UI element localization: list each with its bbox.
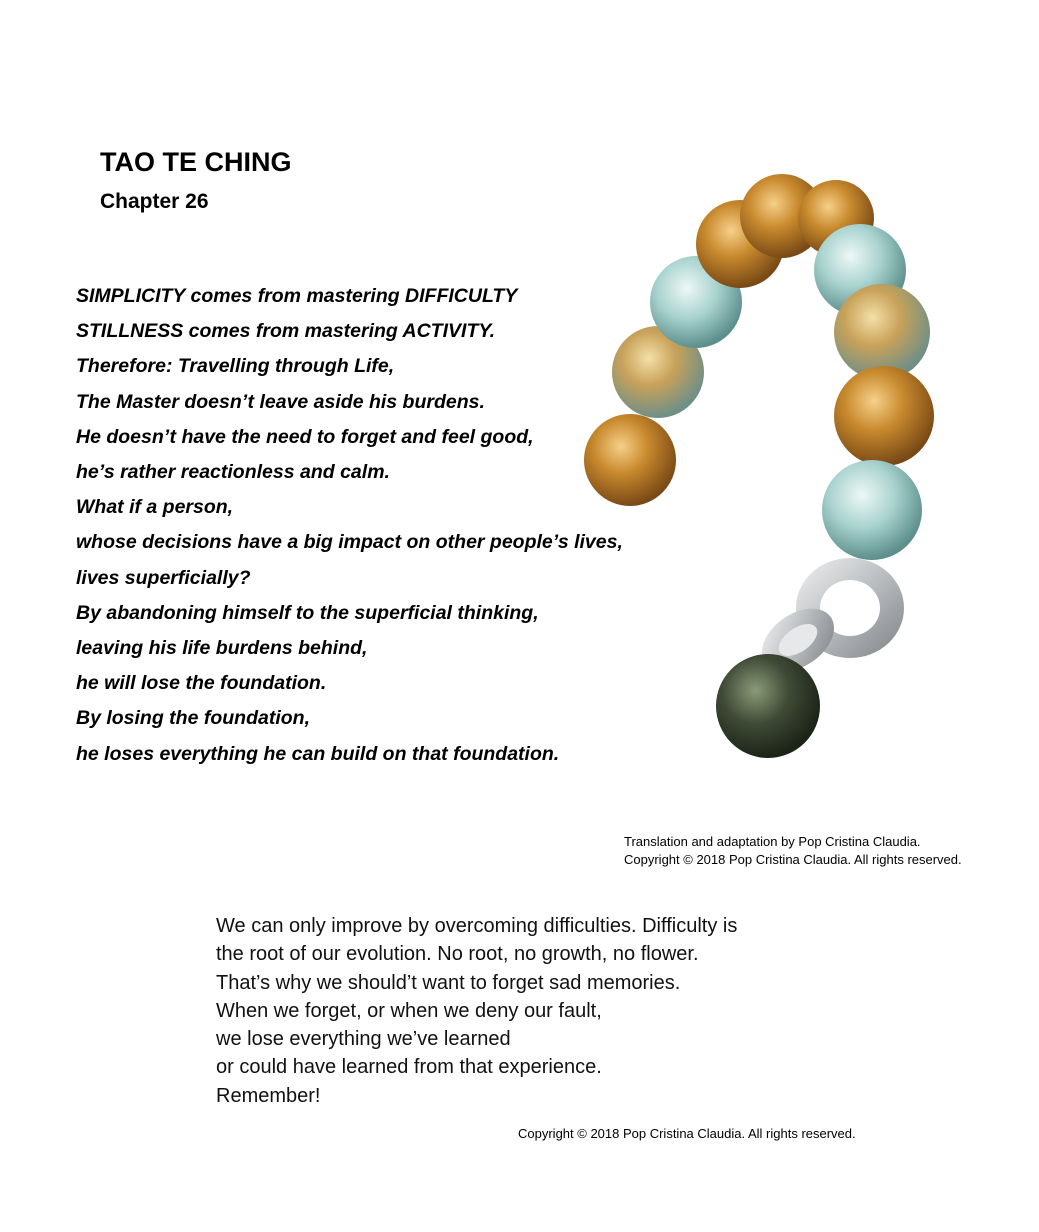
poem-line: What if a person, [76,496,234,519]
commentary-line: or could have learned from that experience. [216,1056,602,1079]
poem-line: Therefore: Travelling through Life, [76,355,395,378]
commentary-line: we lose everything we’ve learned [216,1028,511,1051]
chapter-subtitle: Chapter 26 [100,190,209,213]
poem-line: whose decisions have a big impact on other people’s lives, [76,531,623,554]
commentary-line: the root of our evolution. No root, no growth, no flower. [216,943,699,966]
commentary-line: We can only improve by overcoming difficulties. Difficulty is [216,915,738,937]
footer-copyright: Copyright © 2018 Pop Cristina Claudia. All rights reserved. [518,1126,856,1141]
copyright-line: Copyright © 2018 Pop Cristina Claudia. All rights reserved. [624,852,962,867]
commentary-text [216,912,737,1110]
poem-line: By losing the foundation, [76,707,310,730]
poem-line: he’s rather reactionless and calm. [76,461,390,484]
poem-line: He doesn’t have the need to forget and feel good, [76,425,534,448]
commentary-line: When we forget, or when we deny our fault, [216,999,602,1022]
page-title: TAO TE CHING [100,147,292,177]
poem-line: he will lose the foundation. [76,672,327,695]
poem-line: he loses everything he can build on that foundation. [76,742,560,765]
commentary-line: Remember! [216,1084,321,1107]
bead-bracelet-image [570,160,950,770]
poem-line: SIMPLICITY comes from mastering DIFFICULTY [76,285,518,307]
poem-line: The Master doesn’t leave aside his burdens. [76,390,485,413]
poem-line: STILLNESS comes from mastering ACTIVITY. [76,320,495,343]
commentary-line: That’s why we should’t want to forget sad memories. [216,971,681,994]
poem-line: By abandoning himself to the superficial thinking, [76,601,539,624]
poem-line: leaving his life burdens behind, [76,637,368,660]
poem-text [76,279,623,772]
translation-credit [624,833,962,869]
translation-credit-line: Translation and adaptation by Pop Cristina Claudia. [624,834,921,849]
poem-line: lives superficially? [76,566,251,589]
